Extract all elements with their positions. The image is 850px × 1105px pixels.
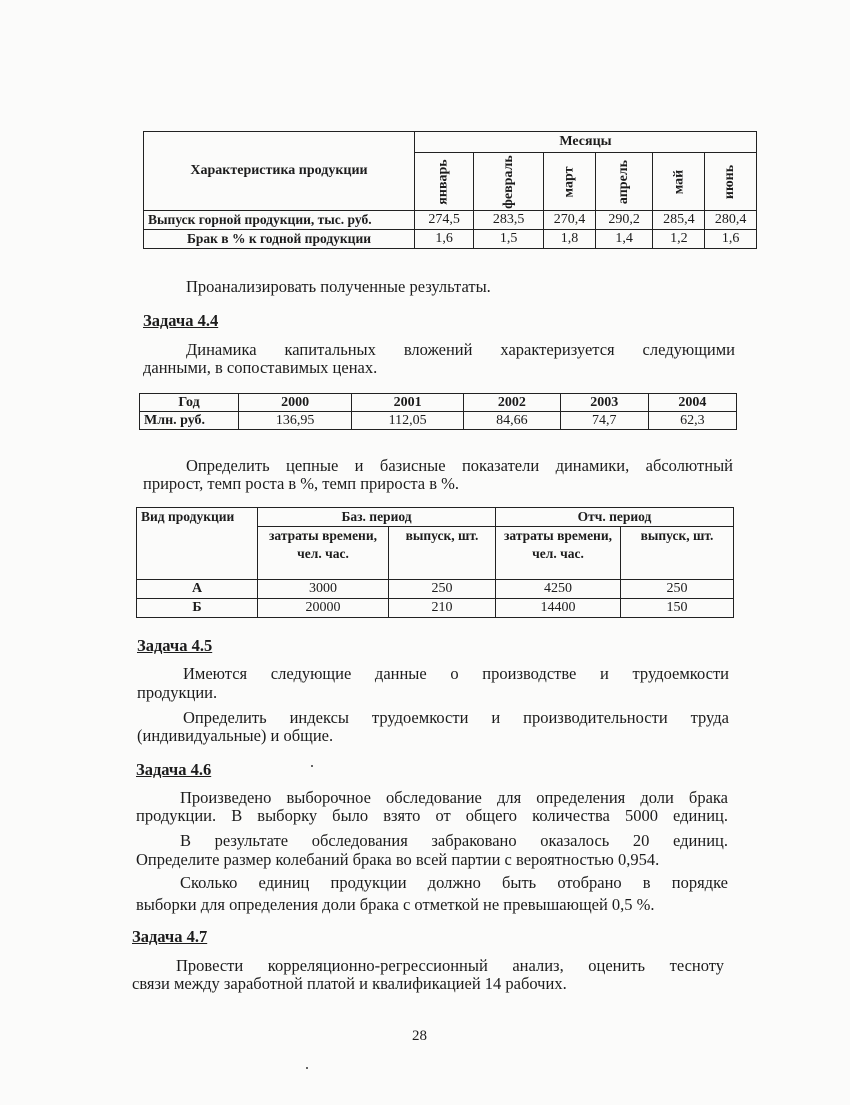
table-header-cell: 2000 [239,394,352,412]
table-cell: 1,8 [544,230,596,249]
report-output-header: выпуск, шт. [621,527,734,580]
months-header: Месяцы [415,132,757,153]
table-cell: 112,05 [352,412,464,430]
task-4-7-heading: Задача 4.7 [132,927,208,946]
table-cell: 280,4 [705,211,757,230]
year-label: Год [140,394,239,412]
base-time-header: затраты времени, чел. час. [258,527,389,580]
report-time-header: затраты времени, чел. час. [496,527,621,580]
table-cell: 250 [621,580,734,599]
task-4-5-heading: Задача 4.5 [137,636,213,655]
speck [306,1067,308,1069]
month-header: май [653,153,705,211]
table-row [144,230,757,249]
month-header: январь [415,153,474,211]
table-header-cell: 2001 [352,394,464,412]
characteristic-header: Характеристика продукции [144,132,415,211]
table-cell: 285,4 [653,211,705,230]
task-4-7-line2: связи между заработной платой и квалификацией 14 рабочих. [132,974,567,993]
task-4-6-line1: Произведено выборочное обследование для определения доли брака [180,788,728,807]
table-cell: 62,3 [648,412,736,430]
table-cell: 136,95 [239,412,352,430]
task-4-6-line3: В результате обследования забраковано оказалось 20 единиц. [180,831,728,850]
value-label: Млн. руб. [140,412,239,430]
base-period-header: Баз. период [258,508,496,527]
production-table [143,131,757,249]
task-4-5-p1-line2: продукции. [137,683,218,702]
product-cell: А [137,580,258,599]
table-row [140,394,737,412]
table-cell: 270,4 [544,211,596,230]
month-header: март [544,153,596,211]
task-4-7-line1: Провести корреляционно-регрессионный анализ, оценить тесноту [176,956,724,975]
task-4-6-heading: Задача 4.6 [136,760,212,779]
month-header: апрель [595,153,653,211]
base-output-header: выпуск, шт. [389,527,496,580]
row-label: Брак в % к годной продукции [144,230,415,249]
table-header-cell: 2002 [464,394,561,412]
task-4-4-line2: данными, в сопоставимых ценах. [143,358,378,377]
table-cell: 74,7 [560,412,648,430]
task-4-5-p2-line2: (индивидуальные) и общие. [137,726,334,745]
report-period-header: Отч. период [496,508,734,527]
analyze-paragraph: Проанализировать полученные результаты. [186,277,491,296]
task-4-6-line5: Сколько единиц продукции должно быть отобрано в порядке [180,873,728,892]
task-4-4-question-line2: прирост, темп роста в %, темп прироста в %. [143,474,460,493]
table-cell: 20000 [258,599,389,618]
table-row [137,599,734,618]
product-cell: Б [137,599,258,618]
task-4-4-line1: Динамика капитальных вложений характеризуется следующими [186,340,735,359]
table-cell: 84,66 [464,412,561,430]
table-cell: 14400 [496,599,621,618]
table-header-cell: 2004 [648,394,736,412]
table-cell: 250 [389,580,496,599]
investment-table [139,393,737,430]
month-header: июнь [705,153,757,211]
table-cell: 1,2 [653,230,705,249]
task-4-6-line2: продукции. В выборку было взято от общего количества 5000 единиц. [136,806,728,825]
table-cell: 1,6 [705,230,757,249]
page-number: 28 [412,1028,427,1044]
row-label: Выпуск горной продукции, тыс. руб. [144,211,415,230]
table-cell: 4250 [496,580,621,599]
task-4-6-line6: выборки для определения доли брака с отметкой не превышающей 0,5 %. [136,895,655,914]
table-cell: 3000 [258,580,389,599]
task-4-4-question-line1: Определить цепные и базисные показатели динамики, абсолютный [186,456,733,475]
task-4-4-heading: Задача 4.4 [143,311,219,330]
table-row [137,580,734,599]
table-cell: 210 [389,599,496,618]
table-cell: 274,5 [415,211,474,230]
month-header: февраль [474,153,544,211]
table-cell: 283,5 [474,211,544,230]
labor-table [136,507,734,618]
table-header-cell: 2003 [560,394,648,412]
task-4-5-p2-line1: Определить индексы трудоемкости и производительности труда [183,708,729,727]
task-4-6-line4: Определите размер колебаний брака во всей партии с вероятностью 0,954. [136,850,660,869]
table-row [140,412,737,430]
speck [311,765,313,767]
table-cell: 1,5 [474,230,544,249]
table-cell: 1,4 [595,230,653,249]
product-header: Вид продукции [137,508,258,580]
table-cell: 290,2 [595,211,653,230]
table-cell: 1,6 [415,230,474,249]
table-cell: 150 [621,599,734,618]
table-row [144,211,757,230]
task-4-5-p1-line1: Имеются следующие данные о производстве и трудоемкости [183,664,729,683]
